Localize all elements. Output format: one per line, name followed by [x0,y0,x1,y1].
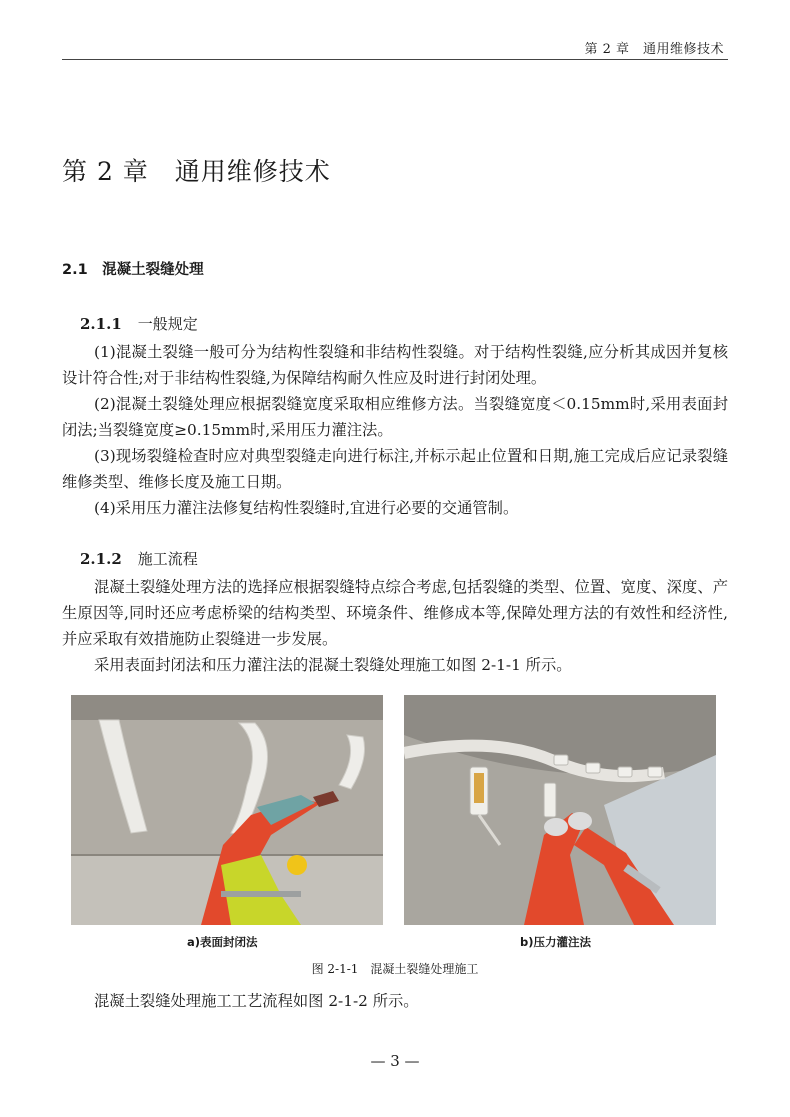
header-rule [62,59,728,60]
figure-photo-surface-sealing [71,695,383,925]
subsection-heading-2-1-1 [80,313,198,334]
subfigure-caption-right: b)压力灌注法 [520,935,591,949]
subsection-title: 施工流程 [137,550,198,568]
running-header: 第 2 章 通用维修技术 [584,42,724,57]
paragraph: 采用表面封闭法和压力灌注法的混凝土裂缝处理施工如图 2-1-1 所示。 [94,656,572,674]
closing-paragraph: 混凝土裂缝处理施工工艺流程如图 2-1-2 所示。 [94,992,419,1010]
subsection-number: 2.1.1 [80,315,122,333]
chapter-title: 第 2 章 通用维修技术 [62,157,331,186]
photo-surface-sealing [71,695,383,925]
section-title: 2.1 混凝土裂缝处理 [62,262,204,278]
page-number: — 3 — [370,1052,420,1070]
paragraph: (4)采用压力灌注法修复结构性裂缝时,宜进行必要的交通管制。 [94,499,519,517]
paragraph: (3)现场裂缝检查时应对典型裂缝走向进行标注,并标示起止位置和日期,施工完成后应记录裂缝维修类型、维修长度及施工日期。 [62,447,728,491]
subsection-title: 一般规定 [137,315,198,333]
photo-pressure-injection [404,695,716,925]
paragraph: (1)混凝土裂缝一般可分为结构性裂缝和非结构性裂缝。对于结构性裂缝,应分析其成因并复核设计符合性;对于非结构性裂缝,为保障结构耐久性应及时进行封闭处理。 [62,343,728,387]
subsection-heading-2-1-2 [80,548,198,569]
paragraph: 混凝土裂缝处理方法的选择应根据裂缝特点综合考虑,包括裂缝的类型、位置、宽度、深度、产生原因等,同时还应考虑桥梁的结构类型、环境条件、维修成本等,保障处理方法的有效性和经济性,并应采取有效措施防止裂缝进一步发展。 [62,578,728,648]
figure-photo-pressure-injection [404,695,716,925]
paragraph: (2)混凝土裂缝处理应根据裂缝宽度采取相应维修方法。当裂缝宽度＜0.15mm时,采用表面封闭法;当裂缝宽度≥0.15mm时,采用压力灌注法。 [62,395,728,439]
subsection-number: 2.1.2 [80,550,122,568]
figure-caption: 图 2-1-1 混凝土裂缝处理施工 [311,962,479,976]
subfigure-caption-left: a)表面封闭法 [187,935,258,949]
